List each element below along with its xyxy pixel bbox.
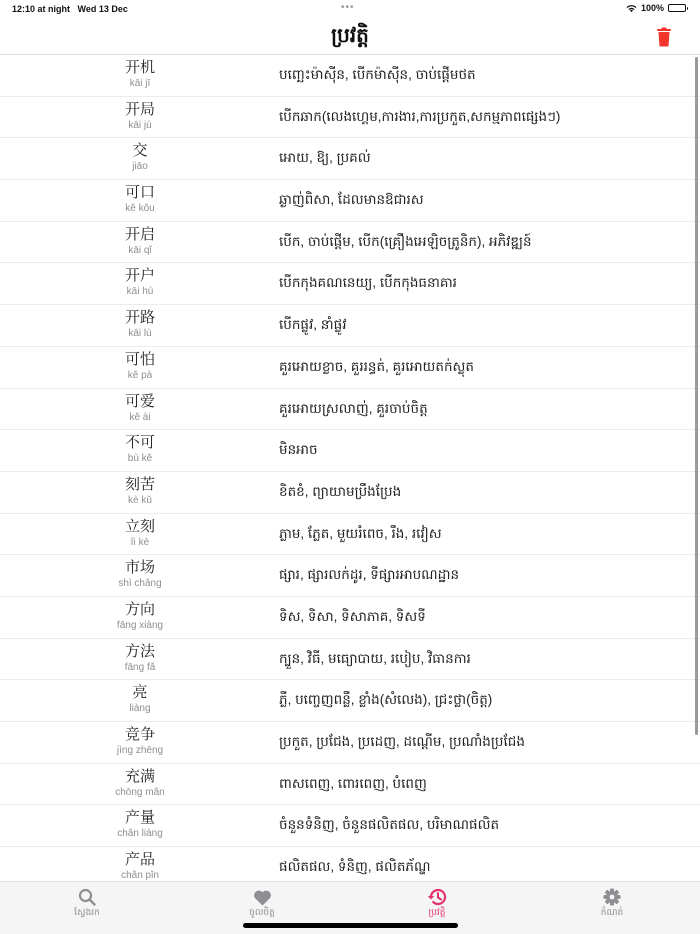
history-row[interactable] xyxy=(0,222,700,264)
pinyin: lì kè xyxy=(130,536,150,548)
history-row[interactable] xyxy=(0,55,700,97)
history-row[interactable] xyxy=(0,514,700,556)
hanzi: 开户 xyxy=(124,266,155,285)
heart-icon xyxy=(253,889,272,906)
tab-bar xyxy=(0,881,700,934)
history-row[interactable] xyxy=(0,555,700,597)
pinyin: kāi hù xyxy=(126,286,154,298)
tab-settings-label: កំណត់ xyxy=(600,907,624,917)
hanzi: 充满 xyxy=(124,766,155,785)
battery-percent: 100% xyxy=(640,3,664,13)
meaning: ផ្សារ, ផ្សារលក់ដូរ, ទីផ្សារអាបណដ្ឋាន xyxy=(279,567,460,583)
history-row[interactable] xyxy=(0,805,700,847)
meaning: បើកកុងគណនេយ្យ, បើកកុងធនាគារ xyxy=(279,275,457,291)
tab-history[interactable] xyxy=(397,888,477,920)
hanzi: 竞争 xyxy=(124,725,155,743)
history-row[interactable] xyxy=(0,430,700,472)
hanzi: 开启 xyxy=(124,224,155,243)
hanzi: 可怕 xyxy=(124,349,155,368)
hanzi: 产量 xyxy=(124,808,155,827)
hanzi: 可口 xyxy=(124,183,155,202)
meaning: មិនអាច xyxy=(279,442,318,458)
hanzi: 不可 xyxy=(124,433,155,452)
history-icon xyxy=(427,888,447,906)
history-row[interactable] xyxy=(0,597,700,639)
pinyin: chōng mǎn xyxy=(115,786,165,798)
history-row[interactable] xyxy=(0,97,700,139)
meaning: ឆ្ងាញ់ពិសា, ដែលមានឱជារស xyxy=(279,192,424,208)
clear-history-button[interactable] xyxy=(656,27,672,47)
tab-settings[interactable] xyxy=(572,888,652,920)
status-time xyxy=(12,4,128,14)
status-bar xyxy=(0,0,700,20)
pinyin: kāi jī xyxy=(129,78,151,89)
search-icon xyxy=(78,888,96,906)
pinyin: kě ài xyxy=(129,411,151,423)
hanzi: 立刻 xyxy=(124,516,155,535)
pinyin: kāi lù xyxy=(128,328,152,340)
meaning: ទិស, ទិសា, ទិសាភាគ, ទិសទី xyxy=(279,608,426,624)
tab-search-label: ស្វែងរក xyxy=(74,907,100,917)
history-row[interactable] xyxy=(0,680,700,722)
pinyin: shì chǎng xyxy=(118,578,162,590)
tab-favorites[interactable] xyxy=(222,888,302,920)
tab-history-label: ប្រវត្តិ xyxy=(428,907,446,917)
history-row[interactable] xyxy=(0,472,700,514)
navigation-bar xyxy=(0,20,700,55)
meaning: ក្បួន, វិធី, មធ្យោបាយ, របៀប, វិធានការ xyxy=(279,650,471,666)
history-row[interactable] xyxy=(0,347,700,389)
history-row[interactable] xyxy=(0,389,700,431)
meaning: ភ្លាម, ភ្លែត, មួយរំពេច, រឹង, រវៀស xyxy=(279,525,442,541)
pinyin: chǎn pǐn xyxy=(121,870,159,881)
tab-search[interactable] xyxy=(47,888,127,920)
hanzi: 市场 xyxy=(124,558,155,577)
hanzi: 亮 xyxy=(132,683,148,702)
meaning: បើកឆាក(លេងហ្គេម,ការងារ,ការប្រកួត,សកម្មភាពផ្សេងៗ) xyxy=(279,108,561,124)
pinyin: kāi qǐ xyxy=(128,244,152,256)
home-indicator[interactable] xyxy=(243,923,458,928)
pinyin: liàng xyxy=(129,703,151,715)
pinyin: jìng zhēng xyxy=(116,745,164,756)
hanzi: 可爱 xyxy=(124,391,155,410)
history-row[interactable] xyxy=(0,138,700,180)
history-list[interactable] xyxy=(0,55,700,881)
meaning: គួរអោយស្រលាញ់, គួរចាប់ចិត្ត xyxy=(279,400,428,416)
pinyin: fāng xiàng xyxy=(116,619,164,631)
pinyin: chǎn liàng xyxy=(117,828,163,840)
pinyin: bù kě xyxy=(127,453,153,465)
pinyin: kě pà xyxy=(127,369,153,381)
history-row[interactable] xyxy=(0,722,700,764)
meaning: ផលិតផល, ទំនិញ, ផលិតភ័ណ្ឌ xyxy=(279,859,431,875)
pinyin: kě kǒu xyxy=(125,203,155,215)
hanzi: 方向 xyxy=(124,599,155,618)
pinyin: kè kǔ xyxy=(128,494,152,506)
status-indicators xyxy=(626,3,686,13)
vertical-scrollbar[interactable] xyxy=(695,57,698,735)
tab-favorites-label: ចូលចិត្ត xyxy=(249,907,275,917)
meaning: ខិតខំ, ព្យាយាមប្រឹងប្រែង xyxy=(279,483,402,499)
page-title: ប្រវត្តិ xyxy=(331,25,369,47)
gear-icon xyxy=(603,888,621,906)
battery-icon xyxy=(668,4,686,12)
multitasking-dots[interactable]: ••• xyxy=(341,2,355,13)
meaning: ពាសពេញ, ពោរពេញ, បំពេញ xyxy=(279,775,427,791)
trash-icon xyxy=(656,27,672,47)
wifi-icon xyxy=(626,4,637,13)
hanzi: 开机 xyxy=(124,58,155,76)
meaning: បញ្ឆេះម៉ាស៊ីន, បើកម៉ាស៊ីន, ចាប់ផ្ដើមថត xyxy=(279,67,476,82)
history-row[interactable] xyxy=(0,263,700,305)
hanzi: 刻苦 xyxy=(124,474,155,493)
meaning: ចំនួនទំនិញ, ចំនួនផលិតផល, បរិមាណផលិត xyxy=(279,817,500,833)
history-row[interactable] xyxy=(0,764,700,806)
history-row[interactable] xyxy=(0,639,700,681)
meaning: ភ្លឺ, បញ្ចេញពន្លឺ, ខ្លាំង(សំលេង), ជ្រះថ្លា(ចិត្ត) xyxy=(279,692,493,708)
history-row[interactable] xyxy=(0,305,700,347)
history-row[interactable] xyxy=(0,847,700,881)
meaning: អោយ, ឱ្យ, ប្រគល់ xyxy=(279,150,371,166)
date-text: Wed 13 Dec xyxy=(77,4,128,14)
hanzi: 交 xyxy=(132,141,148,160)
pinyin: jiāo xyxy=(132,161,148,173)
time-text: 12:10 at night xyxy=(12,4,71,14)
hanzi: 开局 xyxy=(124,99,155,118)
meaning: ប្រកួត, ប្រជែង, ប្រដេញ, ដណ្ដើម, ប្រណាំងប្រជែង xyxy=(279,734,525,749)
hanzi: 开路 xyxy=(124,308,155,327)
hanzi: 方法 xyxy=(124,641,155,660)
pinyin: fāng fǎ xyxy=(124,661,156,673)
history-row[interactable] xyxy=(0,180,700,222)
meaning: បើកផ្លូវ, នាំផ្លូវ xyxy=(279,317,347,333)
meaning: គួរអោយខ្លាច, គួររន្ធត់, គួរអោយតក់ស្លុត xyxy=(279,358,474,374)
meaning: បើក, ចាប់ផ្ដើម, បើក(គ្រឿងអេឡិចត្រូនិក), អភិវឌ្ឍន៍ xyxy=(279,233,532,249)
hanzi: 产品 xyxy=(124,850,155,869)
pinyin: kāi jú xyxy=(128,119,152,131)
